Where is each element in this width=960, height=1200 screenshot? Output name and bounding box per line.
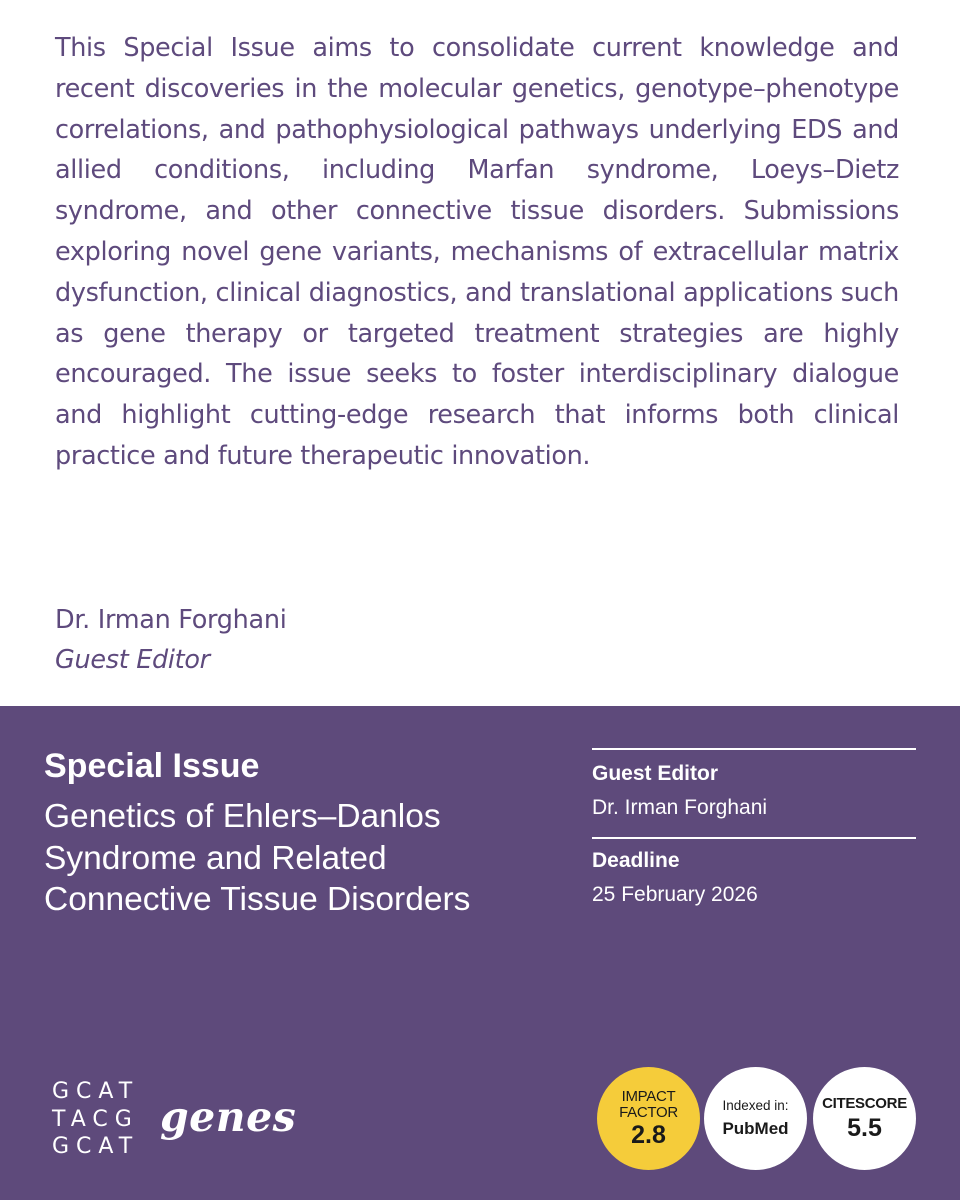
impact-factor-label: IMPACT: [621, 1087, 676, 1105]
impact-factor-value: 2.8: [631, 1120, 666, 1149]
indexed-label: Indexed in:: [722, 1097, 789, 1113]
logo-letter-row: GCAT: [52, 1079, 140, 1104]
divider: [592, 748, 916, 750]
special-issue-description: This Special Issue aims to consolidate current knowledge and recent discoveries in the molecular genetics, genotype–phenotype correlations, and pathophysiological pathways underlying EDS and allied conditions, including Marfan syndrome, Loeys–Dietz syndrome, and other connective tissue disorders. Submissions exploring novel gene variants, mechanisms of extracellular matrix dysfunction, clinical diagnostics, and translational applications such as gene therapy or targeted treatment strategies are highly encouraged. The issue seeks to foster interdisciplinary dialogue and highlight cutting-edge research that informs both clinical practice and future therapeutic innovation.: [55, 33, 899, 471]
special-issue-banner: [0, 706, 960, 1200]
special-issue-label: Special Issue: [44, 747, 260, 785]
logo-letter-row: TACG: [52, 1106, 139, 1132]
genes-logo-word: genes: [160, 1093, 297, 1141]
guest-editor-heading: Guest Editor: [592, 762, 719, 785]
citescore-value: 5.5: [847, 1113, 882, 1142]
title-line: Syndrome and Related: [44, 839, 387, 877]
divider: [592, 837, 916, 839]
deadline-block: [592, 837, 916, 908]
impact-factor-badge: [597, 1067, 700, 1170]
signature-name: Dr. Irman Forghani: [55, 605, 287, 635]
signature-role: Guest Editor: [55, 645, 210, 675]
special-issue-title: [44, 796, 544, 921]
impact-factor-label: FACTOR: [619, 1103, 678, 1121]
citescore-label: CITESCORE: [822, 1094, 907, 1112]
citescore-badge: [813, 1067, 916, 1170]
title-line: Connective Tissue Disorders: [44, 881, 471, 918]
logo-letter-row: GCAT: [52, 1134, 140, 1159]
indexed-value: PubMed: [722, 1118, 789, 1138]
genes-logo-mark: [52, 1078, 139, 1161]
guest-editor-block: [592, 748, 916, 821]
title-line: Genetics of Ehlers–Danlos: [44, 798, 441, 835]
indexed-badge: [704, 1067, 807, 1170]
deadline-heading: Deadline: [592, 849, 680, 872]
guest-editor-value: Dr. Irman Forghani: [592, 796, 768, 819]
deadline-value: 25 February 2026: [592, 883, 758, 906]
